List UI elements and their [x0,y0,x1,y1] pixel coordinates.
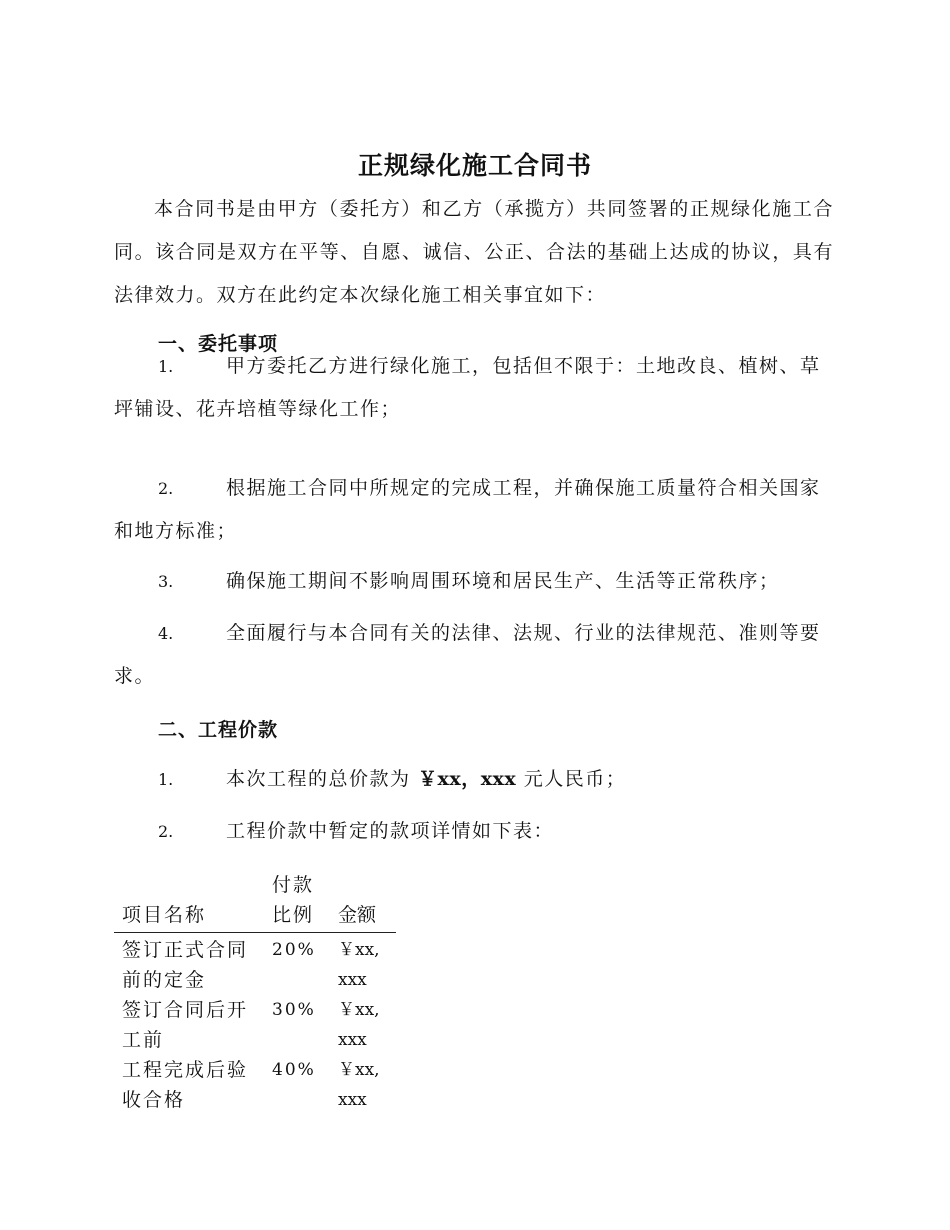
list-item-number: 4. [158,624,174,643]
list-item-number: 1. [158,357,174,376]
column-header-payment-ratio: 付款比例 [264,870,330,933]
list-item [114,467,834,553]
list-item [114,560,834,603]
column-header-amount: 金额 [330,870,396,933]
table-row [114,933,396,996]
list-item-text: 确保施工期间不影响周围环境和居民生产、生活等正常秩序； [226,570,780,592]
table-cell-ratio: 40% [272,1060,316,1080]
column-header-item-name: 项目名称 [114,870,264,933]
list-item-text: 根据施工合同中所规定的完成工程，并确保施工质量符合相关国家和地方标准； [114,477,821,542]
list-item [114,758,834,801]
table-header-row [114,870,396,933]
table-cell-amount: ￥xx,xxx [338,1000,380,1050]
list-item-number: 2. [158,479,174,498]
document-title: 正规绿化施工合同书 [357,151,592,180]
table-cell-ratio: 30% [272,1000,316,1020]
total-price-suffix: 元人民币； [516,768,627,790]
table-cell-item-name: 签订合同后开工前 [122,999,249,1051]
table-cell-item-name: 签订正式合同前的定金 [122,939,249,991]
list-item-number: 3. [158,572,174,591]
list-item-text: 工程价款中暂定的款项详情如下表： [226,820,555,842]
table-row [114,995,396,1055]
list-item-text [226,768,626,790]
table-row [114,1055,396,1115]
list-item-number: 2. [158,822,174,841]
list-item [114,810,834,853]
table-cell-ratio: 20% [272,940,316,960]
total-price-amount: ￥xx，xxx [418,768,517,790]
section-heading-entrusted-matters: 一、委托事项 [158,333,279,355]
table-cell-amount: ￥xx,xxx [338,1060,380,1110]
section-heading-project-price: 二、工程价款 [158,719,279,741]
payment-table [114,870,396,1115]
list-item [114,345,834,431]
table-cell-item-name: 工程完成后验收合格 [122,1059,249,1111]
intro-paragraph: 本合同书是由甲方（委托方）和乙方（承揽方）共同签署的正规绿化施工合同。该合同是双方在平等、自愿、诚信、公正、合法的基础上达成的协议，具有法律效力。双方在此约定本次绿化施工相关事宜如下： [114,198,834,306]
list-item-text: 甲方委托乙方进行绿化施工，包括但不限于：土地改良、植树、草坪铺设、花卉培植等绿化工作； [114,355,821,420]
table-cell-amount: ￥xx,xxx [338,940,380,990]
total-price-prefix: 本次工程的总价款为 [226,768,419,790]
list-item-number: 1. [158,770,174,789]
list-item [114,612,834,698]
list-item-text: 全面履行与本合同有关的法律、法规、行业的法律规范、准则等要求。 [114,622,821,687]
